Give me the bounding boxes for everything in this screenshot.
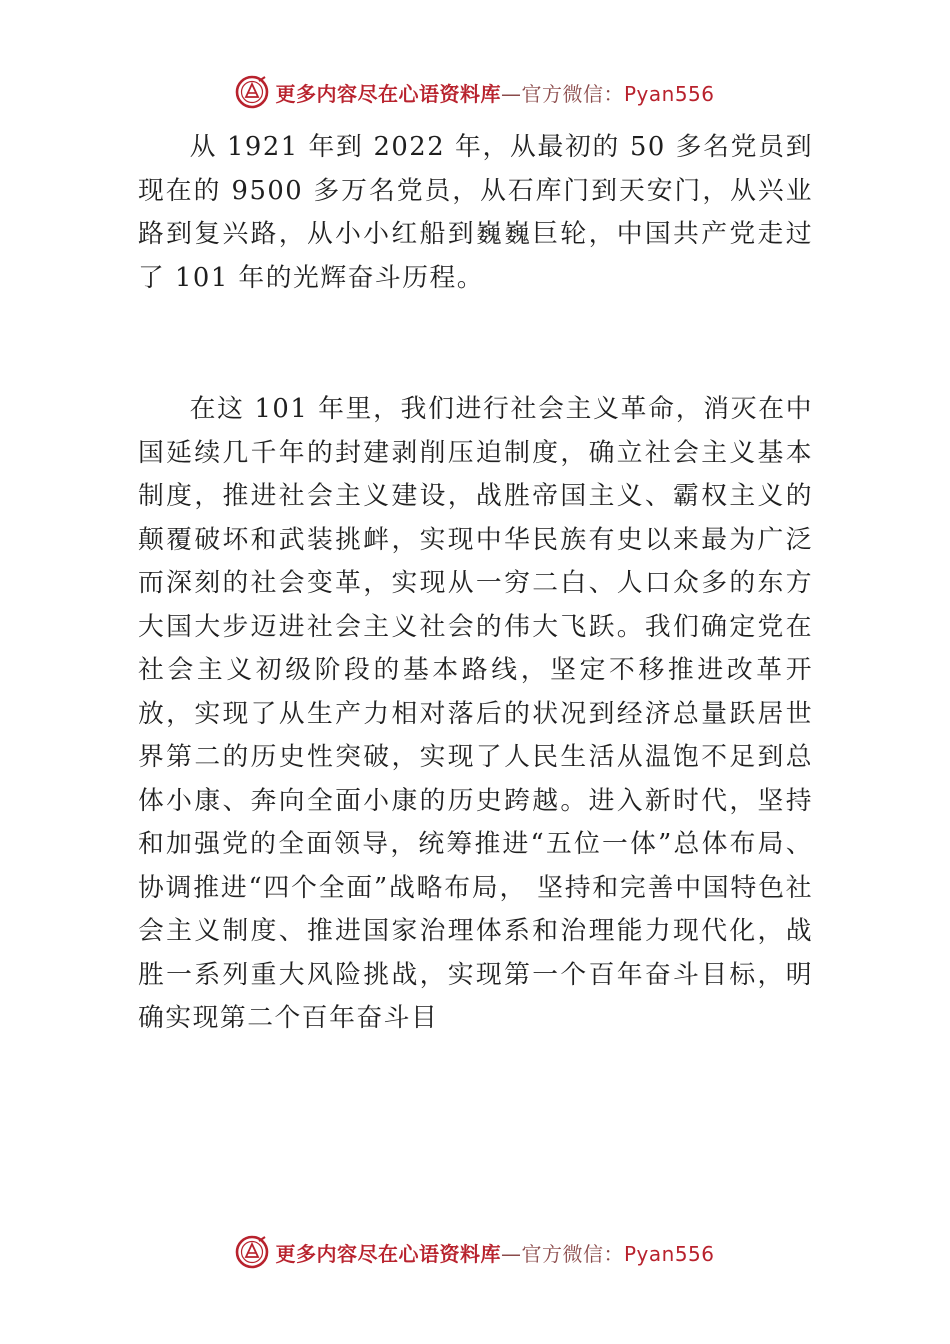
header-dash: — bbox=[500, 81, 522, 106]
header-wechat-label: 官方微信： bbox=[521, 81, 624, 106]
seal-logo-icon bbox=[235, 75, 269, 109]
footer-wechat-label: 官方微信： bbox=[521, 1241, 624, 1266]
header-wechat-id: Pyan556 bbox=[623, 81, 715, 106]
paragraph-2: 在这 101 年里，我们进行社会主义革命，消灭在中国延续几千年的封建剥削压迫制度，确立社会主义基本制度，推进社会主义建设，战胜帝国主义、霸权主义的颠覆破坏和武装挑衅，实现中华民族有史以来最为广泛而深刻的社会变革，实现从一穷二白、人口众多的东方大国大步迈进社会主义社会的伟大飞跃。我们确定党在社会主义初级阶段的基本路线，坚定不移推进改革开放，实现了从生产力相对落后的状况到经济总量跃居世界第二的历史性突破，实现了人民生活从温饱不足到总体小康、奔向全面小康的历史跨越。进入新时代，坚持和加强党的全面领导，统筹推进“五位一体”总体布局、协调推进“四个全面”战略布局， 坚持和完善中国特色社会主义制度、推进国家治理体系和治理能力现代化，战胜一系列重大风险挑战，实现第一个百年奋斗目标，明确实现第二个百年奋斗目 bbox=[138, 394, 813, 1033]
footer-banner bbox=[0, 1230, 950, 1274]
footer-text bbox=[275, 1238, 714, 1267]
seal-logo-icon bbox=[235, 1235, 269, 1269]
header-banner bbox=[0, 70, 950, 114]
footer-wechat-id: Pyan556 bbox=[623, 1241, 715, 1266]
footer-dash: — bbox=[500, 1241, 522, 1266]
paragraph-1: 从 1921 年到 2022 年，从最初的 50 多名党员到现在的 9500 多万名党员，从石库门到天安门，从兴业路到复兴路，从小小红船到巍巍巨轮，中国共产党走过了 101 年的光辉奋斗历程。 bbox=[138, 132, 813, 293]
header-site-name: 更多内容尽在心语资料库 bbox=[275, 81, 501, 106]
footer-site-name: 更多内容尽在心语资料库 bbox=[275, 1241, 501, 1266]
header-text bbox=[275, 78, 714, 107]
